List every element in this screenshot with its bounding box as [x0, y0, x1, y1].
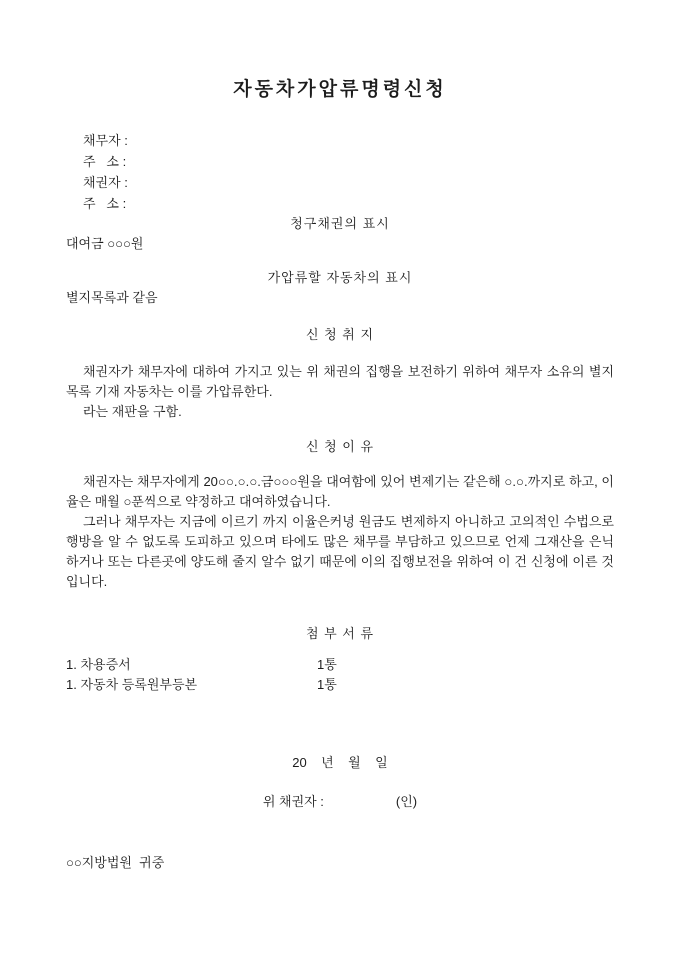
court-designation: ○○지방법원 귀중: [66, 855, 165, 870]
attachment-count: 1통: [317, 657, 337, 672]
claim-section-heading: 청구채권의 표시: [290, 216, 390, 231]
reason-paragraph-1: 채권자는 채무자에게 20○○.○.○.금○○○원을 대여함에 있어 변제기는 같은해 ○.○.까지로 하고, 이율은 매월 ○푼씩으로 약정하고 대여하였습니다.: [66, 474, 614, 509]
attachment-name: 1. 차용증서: [66, 657, 131, 672]
party-field-debtor-address: 주 소 :: [83, 154, 127, 169]
attachment-row: [66, 675, 614, 695]
purport-section-heading: 신 청 취 지: [305, 327, 375, 342]
signature-label: 위 채권자 :: [262, 794, 324, 809]
attachments-section-heading: 첨 부 서 류: [305, 626, 375, 641]
party-field-debtor: 채무자 :: [83, 133, 128, 148]
reason-section-heading: 신 청 이 유: [305, 439, 375, 454]
signature-line: [66, 792, 614, 812]
vehicle-section-heading: 가압류할 자동차의 표시: [267, 270, 413, 285]
attachment-count: 1통: [317, 677, 337, 692]
reason-paragraph-2: 그러나 채무자는 지금에 이르기 까지 이율은커녕 원금도 변제하지 아니하고 고의적인 수법으로 행방을 알 수 없도록 도피하고 있으며 타에도 많은 채무를 부담하고 있으므로 언제 그재산을 은닉하거나 또는 다른곳에 양도해 줄지 알수 없기 때문에 이의 집행보전을 위하여 이 건 신청에 이른 것입니다.: [66, 514, 614, 589]
attachment-name: 1. 자동차 등록원부등본: [66, 677, 198, 692]
seal-placeholder: (인): [395, 794, 418, 809]
party-fields: [83, 130, 614, 214]
vehicle-body: 별지목록과 같음: [66, 290, 158, 305]
purport-closing-line: 라는 재판을 구함.: [83, 404, 182, 419]
attachments-list: [66, 655, 614, 695]
document-title: 자동차가압류명령신청: [233, 79, 447, 100]
date-line: 20 년 월 일: [292, 755, 388, 770]
purport-paragraph: 채권자가 채무자에 대하여 가지고 있는 위 채권의 집행을 보전하기 위하여 채무자 소유의 별지목록 기재 자동차는 이를 가압류한다.: [66, 364, 614, 399]
claim-body: 대여금 ○○○원: [66, 236, 144, 251]
attachment-row: [66, 655, 614, 675]
party-field-creditor: 채권자 :: [83, 175, 128, 190]
party-field-creditor-address: 주 소 :: [83, 196, 127, 211]
